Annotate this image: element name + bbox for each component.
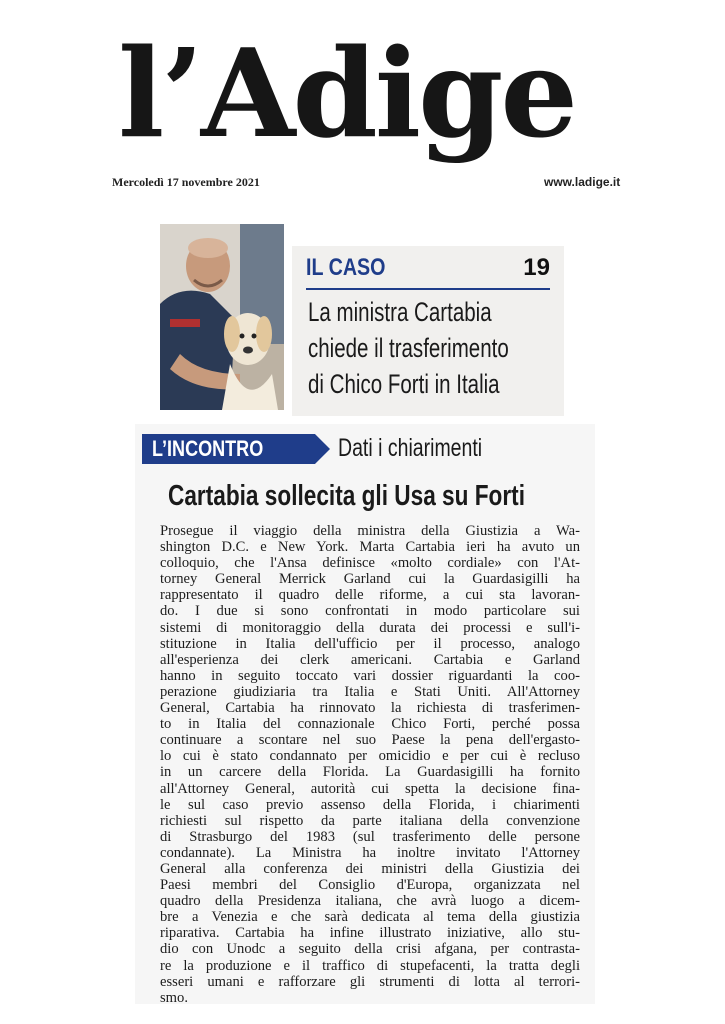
- body-line: riparativa. Cartabia ha infine illustrato iniziative, allo stu-: [160, 925, 580, 942]
- body-line: le sul caso previo assenso della Florida, i chiarimenti: [160, 796, 580, 813]
- body-line: General, Cartabia ha rinnovato la richiesta di trasferimen-: [160, 700, 580, 717]
- body-line: richiesti sul rispetto da parte italiana della convenzione: [160, 812, 580, 829]
- body-line: smo.: [160, 989, 188, 1006]
- body-line: di Strasburgo del 1983 (sul trasferimento delle persone: [160, 828, 580, 845]
- body-line: all'esperienza dei clerk americani. Cartabia e Garland: [160, 651, 580, 668]
- body-line: rappresentato il quadro delle riforme, a cui sta lavoran-: [160, 587, 580, 604]
- teaser-box: [292, 246, 564, 416]
- newspaper-masthead: l’Adige: [118, 21, 576, 165]
- body-line: do. I due si sono confrontati in modo particolare sui: [160, 603, 580, 620]
- teaser-title-line: chiede il trasferimento: [308, 333, 509, 363]
- body-line: to in Italia del connazionale Chico Forti, perché possa: [160, 716, 580, 733]
- kicker-subtitle: Dati i chiarimenti: [338, 434, 483, 462]
- body-line: hanno in seguito toccato vari dossier riguardanti la coo-: [160, 667, 580, 684]
- body-line: torney General Merrick Garland cui la Guardasigilli ha: [160, 571, 580, 588]
- body-line: perazione giudiziaria tra Italia e Stati Uniti. All'Attorney: [160, 683, 580, 700]
- body-line: colloquio, che l'Ansa definisce «molto cordiale» con l'At-: [160, 555, 580, 572]
- body-line: stituzione in Italia dell'ufficio per il processo, analogo: [160, 635, 580, 652]
- man-with-dog-photo: [160, 224, 284, 410]
- body-line: shington D.C. e New York. Marta Cartabia ieri ha avuto un: [160, 539, 580, 556]
- teaser-page-number: 19: [523, 254, 550, 281]
- kicker-label: L’INCONTRO: [152, 436, 264, 461]
- teaser-title-line: di Chico Forti in Italia: [308, 369, 500, 399]
- body-line: Prosegue il viaggio della ministra della Giustizia a Wa-: [160, 523, 580, 539]
- body-line: continuare a scontare nel suo Paese la pena dell'ergasto-: [160, 732, 580, 749]
- body-line: sistemi di monitoraggio della durata dei processi e sull'i-: [160, 619, 580, 636]
- body-line: re la produzione e il traffico di stupefacenti, la tratta degli: [160, 957, 580, 974]
- issue-date: Mercoledì 17 novembre 2021: [112, 175, 260, 189]
- body-line: condannate). La Ministra ha inoltre invitato l'Attorney: [160, 844, 580, 861]
- body-line: Paesi membri del Consiglio d'Europa, organizzata nel: [160, 877, 580, 894]
- body-line: quadro della Presidenza italiana, che avrà luogo a dicem-: [160, 893, 580, 910]
- body-line: in un carcere della Florida. La Guardasigilli ha fornito: [160, 764, 580, 781]
- body-line: bre a Venezia e che sarà dedicata al tema della giustizia: [160, 909, 580, 926]
- body-line: dio con Unodc a seguito della crisi afgana, per contrasta-: [160, 941, 580, 958]
- body-line: all'Attorney General, autorità cui spetta la decisione fina-: [160, 780, 580, 797]
- article-headline: Cartabia sollecita gli Usa su Forti: [168, 480, 525, 512]
- article-body: [160, 523, 580, 1006]
- body-line: General alla conferenza dei ministri della Giustizia dei: [160, 860, 580, 877]
- body-line: esseri umani e rafforzare gli strumenti di lotta al terrori-: [160, 973, 580, 990]
- teaser-title-line: La ministra Cartabia: [308, 297, 492, 327]
- website-url: www.ladige.it: [544, 175, 621, 189]
- teaser-title: [308, 294, 551, 402]
- article-photo: [160, 224, 284, 410]
- teaser-label: IL CASO: [306, 254, 386, 281]
- teaser-divider: [306, 288, 550, 290]
- body-line: lo cui è stato condannato per omicidio e per cui è recluso: [160, 748, 580, 765]
